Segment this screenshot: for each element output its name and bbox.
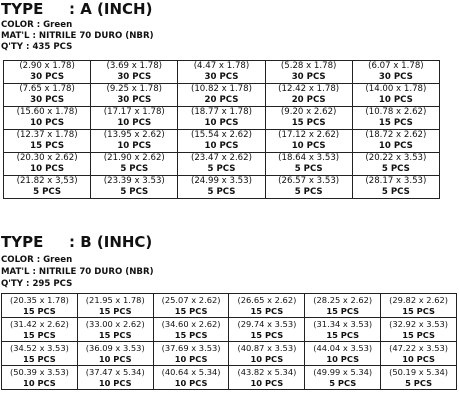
cell-size: (21.82 x 3,53) <box>16 176 78 186</box>
cell-qty: 10 PCS <box>291 141 326 151</box>
table-cell <box>178 84 265 107</box>
table-cell <box>77 318 153 342</box>
cell-qty: 15 PCS <box>326 329 360 340</box>
table-cell <box>229 366 305 390</box>
cell-size: (44.04 x 3.53) <box>313 342 373 353</box>
table-cell <box>4 84 91 107</box>
cell-qty: 15 PCS <box>402 329 435 340</box>
table-cell <box>153 342 229 366</box>
color-line: COLOR : Green <box>1 255 73 265</box>
table-row <box>2 318 457 342</box>
cell-size: (47.22 x 3.53) <box>389 342 449 353</box>
cell-qty: 10 PCS <box>117 118 152 128</box>
cell-qty: 5 PCS <box>381 164 410 174</box>
table-cell <box>265 130 352 153</box>
cell-size: (40.87 x 3.53) <box>237 342 297 353</box>
table-cell <box>91 107 178 130</box>
cell-size: (34.52 x 3.53) <box>9 342 69 353</box>
cell-size: (18.72 x 2.62) <box>365 130 427 140</box>
cell-qty: 15 PCS <box>98 305 132 316</box>
cell-size: (28.17 x 3.53) <box>365 176 427 186</box>
cell-qty: 30 PCS <box>30 95 65 105</box>
size-table <box>3 60 440 199</box>
cell-qty: 5 PCS <box>381 187 410 197</box>
cell-size: (33.00 x 2.62) <box>85 318 145 329</box>
cell-size: (31.34 x 3.53) <box>313 318 373 329</box>
cell-qty: 10 PCS <box>98 353 132 364</box>
table-cell <box>2 318 78 342</box>
cell-qty: 15 PCS <box>402 305 435 316</box>
type-value: : B (INHC) <box>69 233 153 251</box>
cell-size: (29.82 x 2.62) <box>389 294 449 305</box>
cell-size: (34.60 x 2.62) <box>161 318 221 329</box>
cell-qty: 10 PCS <box>250 377 284 388</box>
table-cell <box>381 294 457 318</box>
table-cell <box>77 342 153 366</box>
cell-size: (18.64 x 3.53) <box>278 153 340 163</box>
table-cell <box>2 294 78 318</box>
table-cell <box>229 342 305 366</box>
cell-size: (26.57 x 3.53) <box>278 176 340 186</box>
table-cell <box>2 342 78 366</box>
cell-size: (12.37 x 1.78) <box>16 130 78 140</box>
cell-size: (20.30 x 2.62) <box>16 153 78 163</box>
cell-qty: 10 PCS <box>98 377 132 388</box>
cell-qty: 5 PCS <box>33 187 62 197</box>
cell-qty: 15 PCS <box>23 305 56 316</box>
cell-qty: 5 PCS <box>294 164 323 174</box>
type-label: TYPE <box>1 233 44 251</box>
cell-qty: 20 PCS <box>204 95 239 105</box>
cell-qty: 10 PCS <box>326 353 360 364</box>
table-cell <box>265 84 352 107</box>
table-cell <box>305 294 381 318</box>
cell-size: (50.39 x 3.53) <box>9 366 69 377</box>
cell-size: (49.99 x 5.34) <box>313 366 373 377</box>
table-cell <box>265 61 352 84</box>
table-cell <box>153 366 229 390</box>
table-row <box>2 342 457 366</box>
cell-size: (10.78 x 2.62) <box>365 107 427 117</box>
table-cell <box>2 366 78 390</box>
table-cell <box>153 318 229 342</box>
table-cell <box>91 84 178 107</box>
cell-qty: 10 PCS <box>204 118 239 128</box>
table-cell <box>178 176 265 199</box>
cell-size: (24.99 x 3.53) <box>190 176 252 186</box>
table-cell <box>77 294 153 318</box>
cell-qty: 5 PCS <box>207 187 236 197</box>
cell-qty: 5 PCS <box>329 377 357 388</box>
cell-qty: 10 PCS <box>30 164 65 174</box>
cell-qty: 30 PCS <box>117 72 152 82</box>
table-cell <box>4 107 91 130</box>
table-cell <box>381 342 457 366</box>
table-row <box>4 107 440 130</box>
cell-qty: 10 PCS <box>204 141 239 151</box>
cell-size: (28.25 x 2.62) <box>313 294 373 305</box>
size-table <box>1 293 457 390</box>
table-cell <box>352 153 439 176</box>
table-cell <box>178 107 265 130</box>
table-row <box>4 130 440 153</box>
cell-qty: 15 PCS <box>174 305 208 316</box>
table-cell <box>178 130 265 153</box>
cell-qty: 5 PCS <box>405 377 433 388</box>
cell-qty: 15 PCS <box>23 329 56 340</box>
cell-qty: 10 PCS <box>378 141 413 151</box>
table-cell <box>91 153 178 176</box>
cell-qty: 15 PCS <box>98 329 132 340</box>
cell-size: (26.65 x 2.62) <box>237 294 297 305</box>
quantity-line: Q'TY : 295 PCS <box>1 279 73 289</box>
cell-size: (50.19 x 5.34) <box>389 366 449 377</box>
material-line: MAT'L : NITRILE 70 DURO (NBR) <box>1 267 154 277</box>
table-cell <box>153 294 229 318</box>
table-cell <box>178 61 265 84</box>
table-cell <box>352 176 439 199</box>
table-cell <box>77 366 153 390</box>
table-cell <box>381 318 457 342</box>
table-row <box>2 294 457 318</box>
cell-size: (25.07 x 2.62) <box>161 294 221 305</box>
table-cell <box>265 176 352 199</box>
table-cell <box>91 130 178 153</box>
cell-size: (14.00 x 1.78) <box>365 84 427 94</box>
cell-size: (4.47 x 1.78) <box>193 61 250 71</box>
cell-size: (10.82 x 1.78) <box>190 84 252 94</box>
cell-size: (15.54 x 2.62) <box>190 130 252 140</box>
cell-qty: 10 PCS <box>117 141 152 151</box>
type-heading <box>1 0 152 18</box>
cell-size: (43.82 x 5.34) <box>237 366 297 377</box>
cell-qty: 15 PCS <box>30 141 65 151</box>
table-row <box>4 61 440 84</box>
cell-qty: 15 PCS <box>250 329 284 340</box>
cell-qty: 10 PCS <box>174 377 208 388</box>
cell-qty: 10 PCS <box>402 353 435 364</box>
cell-qty: 20 PCS <box>291 95 326 105</box>
table-cell <box>4 176 91 199</box>
cell-size: (9.20 x 2.62) <box>280 107 337 117</box>
table-cell <box>352 61 439 84</box>
cell-qty: 15 PCS <box>23 353 56 364</box>
cell-qty: 15 PCS <box>174 329 208 340</box>
color-line: COLOR : Green <box>1 20 73 30</box>
cell-size: (36.09 x 3.53) <box>85 342 145 353</box>
cell-qty: 5 PCS <box>120 187 149 197</box>
cell-size: (13.95 x 2.62) <box>103 130 165 140</box>
table-row <box>4 176 440 199</box>
cell-size: (23.39 x 3.53) <box>103 176 165 186</box>
cell-size: (18.77 x 1.78) <box>190 107 252 117</box>
cell-size: (21.90 x 2.62) <box>103 153 165 163</box>
quantity-line: Q'TY : 435 PCS <box>1 42 73 52</box>
cell-size: (6.07 x 1.78) <box>368 61 424 71</box>
cell-qty: 30 PCS <box>291 72 326 82</box>
cell-qty: 30 PCS <box>204 72 239 82</box>
table-row <box>4 153 440 176</box>
cell-size: (37.47 x 5.34) <box>85 366 145 377</box>
type-heading <box>1 233 152 251</box>
cell-size: (40.64 x 5.34) <box>161 366 221 377</box>
cell-size: (31.42 x 2.62) <box>9 318 69 329</box>
table-cell <box>305 342 381 366</box>
table-cell <box>352 107 439 130</box>
table-cell <box>91 176 178 199</box>
cell-qty: 10 PCS <box>378 95 413 105</box>
cell-qty: 10 PCS <box>174 353 208 364</box>
cell-size: (17.17 x 1.78) <box>103 107 165 117</box>
cell-size: (17.12 x 2.62) <box>278 130 340 140</box>
cell-size: (32.92 x 3.53) <box>389 318 449 329</box>
cell-size: (20.35 x 1.78) <box>9 294 69 305</box>
table-cell <box>178 153 265 176</box>
table-cell <box>4 153 91 176</box>
cell-qty: 10 PCS <box>250 353 284 364</box>
table-cell <box>305 366 381 390</box>
table-cell <box>229 294 305 318</box>
cell-qty: 15 PCS <box>326 305 360 316</box>
cell-qty: 30 PCS <box>30 72 65 82</box>
cell-size: (3.69 x 1.78) <box>106 61 163 71</box>
cell-qty: 10 PCS <box>30 118 65 128</box>
material-line: MAT'L : NITRILE 70 DURO (NBR) <box>1 31 154 41</box>
cell-qty: 30 PCS <box>117 95 152 105</box>
table-cell <box>265 107 352 130</box>
cell-qty: 5 PCS <box>207 164 236 174</box>
cell-size: (2.90 x 1.78) <box>19 61 75 71</box>
cell-size: (29.74 x 3.53) <box>237 318 297 329</box>
table-cell <box>305 318 381 342</box>
type-label: TYPE <box>1 0 44 18</box>
cell-qty: 5 PCS <box>120 164 149 174</box>
cell-size: (37.69 x 3.53) <box>161 342 221 353</box>
type-value: : A (INCH) <box>69 0 153 18</box>
table-cell <box>352 130 439 153</box>
cell-size: (5.28 x 1.78) <box>280 61 337 71</box>
table-cell <box>4 130 91 153</box>
table-cell <box>381 366 457 390</box>
cell-qty: 15 PCS <box>378 118 413 128</box>
cell-size: (21.95 x 1.78) <box>85 294 145 305</box>
table-cell <box>91 61 178 84</box>
cell-qty: 15 PCS <box>250 305 284 316</box>
table-row <box>4 84 440 107</box>
table-cell <box>352 84 439 107</box>
cell-size: (12.42 x 1.78) <box>278 84 340 94</box>
cell-size: (15.60 x 1.78) <box>16 107 78 117</box>
cell-qty: 10 PCS <box>23 377 56 388</box>
cell-qty: 15 PCS <box>291 118 326 128</box>
cell-size: (23.47 x 2.62) <box>190 153 252 163</box>
cell-size: (7.65 x 1.78) <box>19 84 75 94</box>
table-cell <box>265 153 352 176</box>
cell-size: (9.25 x 1.78) <box>106 84 163 94</box>
table-cell <box>229 318 305 342</box>
cell-qty: 5 PCS <box>294 187 323 197</box>
table-row <box>2 366 457 390</box>
table-cell <box>4 61 91 84</box>
cell-qty: 30 PCS <box>378 72 413 82</box>
cell-size: (20.22 x 3.53) <box>365 153 427 163</box>
